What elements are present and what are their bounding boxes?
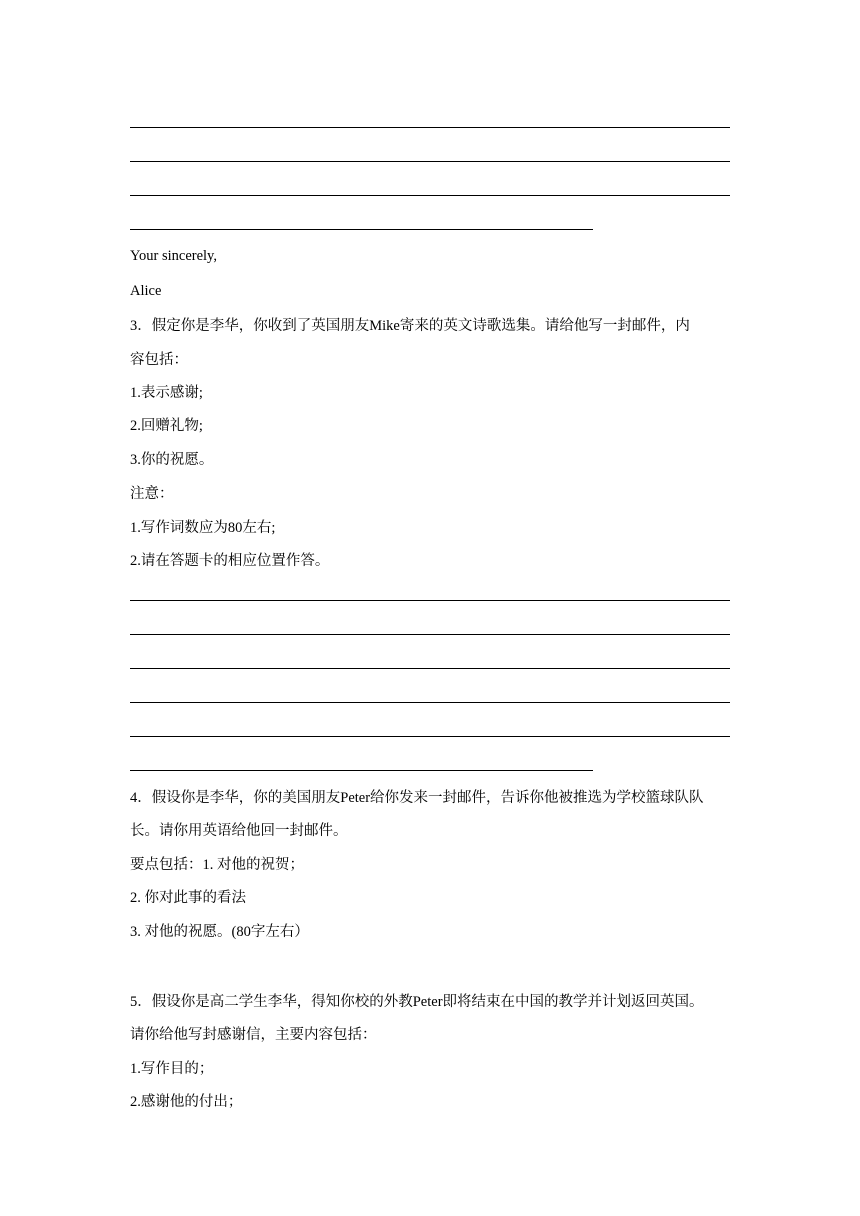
letter-signature: Alice: [130, 283, 162, 299]
question-5-prompt: 5．假设你是高二学生李华，得知你校的外教Peter即将结束在中国的教学并计划返回英国。: [130, 994, 704, 1010]
answer-line: [130, 229, 593, 230]
question-5-point: 2.感谢他的付出；: [130, 1094, 243, 1110]
question-4-point: 要点包括：1. 对他的祝贺；: [130, 857, 304, 873]
answer-line: [130, 736, 730, 737]
question-3-notes-label: 注意：: [130, 486, 174, 502]
answer-line: [130, 161, 730, 162]
question-4-point: 3. 对他的祝愿。(80字左右）: [130, 924, 309, 940]
question-3-prompt: 3．假定你是李华，你收到了英国朋友Mike寄来的英文诗歌选集。请给他写一封邮件，内: [130, 318, 690, 334]
question-5-prompt-cont: 请你给他写封感谢信，主要内容包括：: [130, 1027, 377, 1043]
question-4-prompt-cont: 长。请你用英语给他回一封邮件。: [130, 823, 348, 839]
answer-line: [130, 770, 593, 771]
answer-line: [130, 195, 730, 196]
question-4-prompt: 4．假设你是李华，你的美国朋友Peter给你发来一封邮件，告诉你他被推选为学校篮球队队: [130, 790, 704, 806]
letter-sign-off: Your sincerely,: [130, 248, 217, 264]
answer-line: [130, 668, 730, 669]
question-3-note: 2.请在答题卡的相应位置作答。: [130, 553, 330, 569]
question-3-point: 2.回赠礼物;: [130, 418, 203, 434]
question-3-note: 1.写作词数应为80左右;: [130, 520, 276, 536]
answer-line: [130, 702, 730, 703]
question-5-point: 1.写作目的；: [130, 1061, 214, 1077]
answer-line: [130, 127, 730, 128]
answer-line: [130, 600, 730, 601]
question-3-point: 1.表示感谢;: [130, 385, 203, 401]
answer-line: [130, 634, 730, 635]
question-3-point: 3.你的祝愿。: [130, 452, 214, 468]
question-3-prompt-cont: 容包括：: [130, 352, 188, 368]
question-4-point: 2. 你对此事的看法: [130, 890, 246, 906]
